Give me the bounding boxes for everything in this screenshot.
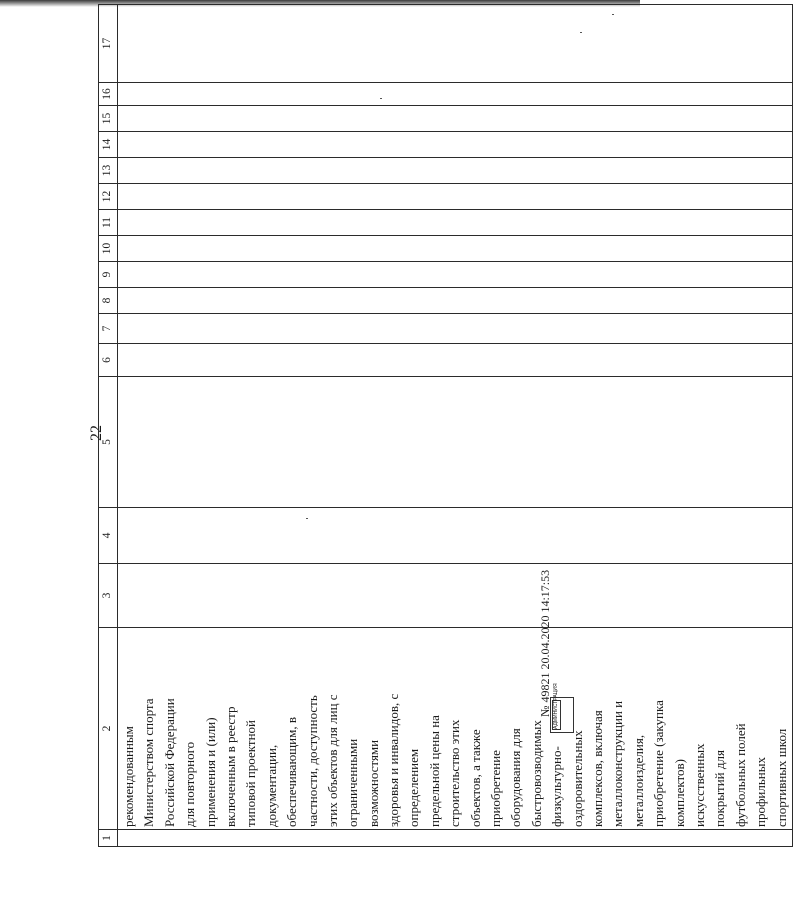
table-cell <box>118 564 793 628</box>
description-line: объектов, а также <box>467 729 483 827</box>
description-line: приобретение (закупка <box>651 700 667 827</box>
description-line: включенным в реестр <box>222 706 238 827</box>
description-line: комплексов, включая <box>589 710 605 827</box>
description-line: оздоровительных <box>569 730 585 827</box>
table-cell <box>118 508 793 564</box>
description-line: искусственных <box>691 743 707 827</box>
registry-stamp <box>550 683 574 733</box>
table-cell <box>118 314 793 344</box>
table-cell <box>118 344 793 377</box>
description-line: приобретение <box>488 750 504 827</box>
header-row <box>99 5 118 847</box>
registry-number: № 49821 <box>538 672 552 717</box>
table-cell <box>118 158 793 184</box>
col-header: 13 <box>99 158 118 184</box>
col-header: 1 <box>99 830 118 847</box>
table-cell <box>118 210 793 236</box>
stamp-box: АДМИНИСТРАЦИЯ <box>553 683 559 729</box>
col-header: 7 <box>99 314 118 344</box>
description-line: этих объектов для лиц с <box>324 694 340 827</box>
rotated-page <box>58 35 789 847</box>
col-header: 10 <box>99 236 118 262</box>
description-line: футбольных полей <box>732 723 748 827</box>
description-line: рекомендованным <box>121 726 136 827</box>
col-header: 2 <box>99 628 118 830</box>
col-header: 16 <box>99 83 118 106</box>
description-line: строительство этих <box>447 719 463 827</box>
table-cell <box>118 132 793 158</box>
col-header: 12 <box>99 184 118 210</box>
description-line: профильных <box>753 757 769 827</box>
description-line: определением <box>406 748 422 827</box>
table-cell <box>118 106 793 132</box>
col-header: 17 <box>99 5 118 83</box>
table-cell <box>118 83 793 106</box>
table-cell <box>118 262 793 288</box>
description-line: Министерством спорта <box>141 698 157 827</box>
col-header: 15 <box>99 106 118 132</box>
col-header: 8 <box>99 288 118 314</box>
description-line: предельной цены на <box>426 715 442 827</box>
col-header: 11 <box>99 210 118 236</box>
data-table <box>98 4 793 847</box>
table-cell <box>118 377 793 508</box>
col-header: 14 <box>99 132 118 158</box>
table-cell <box>118 184 793 210</box>
table-cell <box>118 5 793 83</box>
description-line: Российской Федерации <box>161 698 177 827</box>
description-line: здоровья и инвалидов, с <box>386 693 402 827</box>
col-header: 9 <box>99 262 118 288</box>
description-line: быстровозводимых <box>528 720 544 827</box>
col-header: 4 <box>99 508 118 564</box>
description-line: возможностями <box>365 739 381 827</box>
description-line: комплектов) <box>671 759 687 827</box>
description-line: типовой проектной <box>243 720 259 827</box>
col-header: 3 <box>99 564 118 628</box>
description-line: частности, доступность <box>304 695 320 827</box>
col-header: 6 <box>99 344 118 377</box>
description-line: спортивных школ <box>773 728 789 827</box>
table-row <box>118 5 793 847</box>
description-line: физкультурно- <box>549 746 565 827</box>
table-cell <box>118 288 793 314</box>
registry-footer <box>538 570 553 717</box>
page-number: 22 <box>88 425 105 441</box>
table-cell <box>118 830 793 847</box>
table-cell <box>118 236 793 262</box>
description-line: металлоконструкции и <box>610 700 626 827</box>
description-line: для повторного <box>182 741 198 827</box>
description-line: оборудования для <box>508 728 524 827</box>
description-line: металлоизделия, <box>630 734 646 827</box>
description-line: документации, <box>263 744 279 827</box>
description-line: обеспечивающим, в <box>284 717 300 827</box>
description-line: покрытий для <box>712 750 728 827</box>
description-line: ограниченными <box>345 738 361 827</box>
description-text <box>118 628 792 829</box>
col-header: 5 <box>99 377 118 508</box>
registry-datetime: 20.04.2020 14:17:53 <box>538 569 552 670</box>
table-cell-description <box>118 628 793 830</box>
description-line: применения и (или) <box>202 717 218 827</box>
